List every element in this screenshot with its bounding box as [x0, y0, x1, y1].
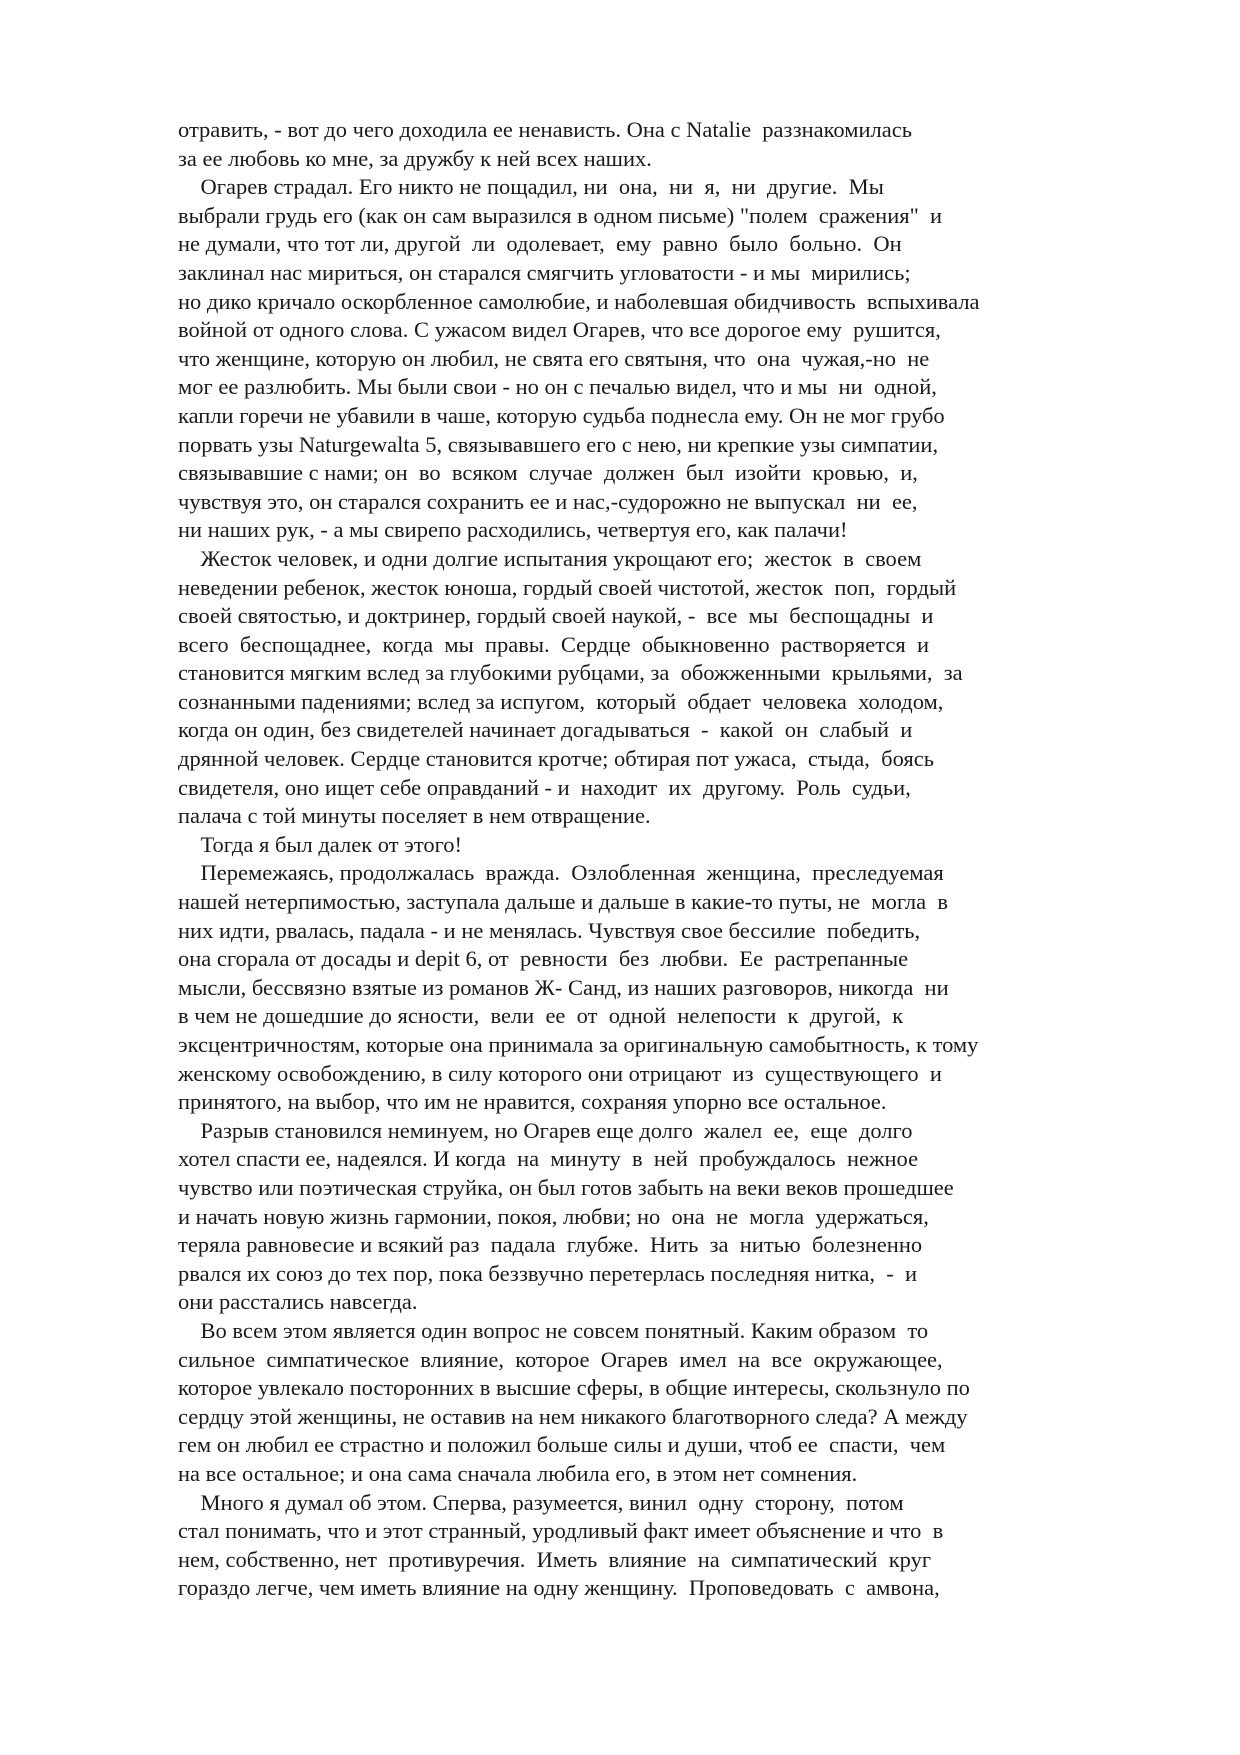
text-line: Тогда я был далек от этого!: [178, 831, 463, 857]
text-line: в чем не дошедшие до ясности, вели ее от одной нелепости к другой, к: [178, 1003, 904, 1029]
text-line: заклинал нас мириться, он старался смягчить угловатости - и мы мирились;: [178, 259, 911, 285]
text-line: и начать новую жизнь гармонии, покоя, любви; но она не могла удержаться,: [178, 1203, 929, 1229]
text-line: рвался их союз до тех пор, пока беззвучно перетерлась последняя нитка, - и: [178, 1260, 918, 1286]
text-line: принятого, на выбор, что им не нравится, сохраняя упорно все остальное.: [178, 1089, 887, 1115]
text-line: сильное симпатическое влияние, которое Огарев имел на все окружающее,: [178, 1346, 943, 1372]
text-line: гораздо легче, чем иметь влияние на одну женщину. Проповедовать с амвона,: [178, 1575, 940, 1601]
text-line: войной от одного слова. С ужасом видел Огарев, что все дорогое ему рушится,: [178, 317, 941, 343]
body-text: [178, 116, 1078, 1603]
text-line: нем, собственно, нет противуречия. Иметь влияние на симпатический круг: [178, 1546, 932, 1572]
text-line: но дико кричало оскорбленное самолюбие, и наболевшая обидчивость вспыхивала: [178, 288, 980, 314]
text-line: чувство или поэтическая струйка, он был готов забыть на веки веков прошедшее: [178, 1174, 954, 1200]
text-line: гем он любил ее страстно и положил больше силы и души, чтоб ее спасти, чем: [178, 1432, 946, 1458]
text-line: стал понимать, что и этот странный, уродливый факт имеет объяснение и что в: [178, 1518, 944, 1544]
text-line: Разрыв становился неминуем, но Огарев еще долго жалел ее, еще долго: [178, 1117, 913, 1143]
text-line: Перемежаясь, продолжалась вражда. Озлобленная женщина, преследуемая: [178, 860, 944, 886]
text-line: хотел спасти ее, надеялся. И когда на минуту в ней пробуждалось нежное: [178, 1146, 919, 1172]
text-line: дрянной человек. Сердце становится кротче; обтирая пот ужаса, стыда, боясь: [178, 746, 935, 772]
text-line: капли горечи не убавили в чаше, которую судьба поднесла ему. Он не мог грубо: [178, 402, 945, 428]
text-line: женскому освобождению, в силу которого они отрицают из существующего и: [178, 1060, 942, 1086]
text-line: что женщине, которую он любил, не свята его святыня, что она чужая,-но не: [178, 345, 930, 371]
text-line: за ее любовь ко мне, за дружбу к ней всех наших.: [178, 145, 652, 171]
text-line: неведении ребенок, жесток юноша, гордый своей чистотой, жесток поп, гордый: [178, 574, 957, 600]
text-line: Огарев страдал. Его никто не пощадил, ни она, ни я, ни другие. Мы: [178, 174, 884, 200]
text-line: Во всем этом является один вопрос не совсем понятный. Каким образом то: [178, 1317, 929, 1343]
text-line: связывавшие с нами; он во всяком случае должен был изойти кровью, и,: [178, 460, 918, 486]
text-line: отравить, - вот до чего доходила ее ненависть. Она с Natalie раззнакомилась: [178, 117, 912, 142]
text-line: они расстались навсегда.: [178, 1289, 418, 1315]
text-line: которое увлекало посторонних в высшие сферы, в общие интересы, скользнуло по: [178, 1375, 970, 1401]
text-line: порвать узы Naturgewalta 5, связывавшего его с нею, ни крепкие узы симпатии,: [178, 431, 939, 457]
text-line: мысли, бессвязно взятые из романов Ж- Санд, из наших разговоров, никогда ни: [178, 974, 949, 1000]
text-line: Жесток человек, и одни долгие испытания укрощают его; жесток в своем: [178, 545, 922, 571]
text-line: не думали, что тот ли, другой ли одолевает, ему равно было больно. Он: [178, 231, 902, 257]
text-line: своей святостью, и доктринер, гордый своей наукой, - все мы беспощадны и: [178, 603, 934, 629]
text-line: них идти, рвалась, падала - и не менялась. Чувствуя свое бессилие победить,: [178, 917, 921, 943]
text-line: палача с той минуты поселяет в нем отвращение.: [178, 803, 651, 829]
text-line: теряла равновесие и всякий раз падала глубже. Нить за нитью болезненно: [178, 1232, 923, 1258]
text-line: чувствуя это, он старался сохранить ее и нас,-судорожно не выпускал ни ее,: [178, 488, 918, 514]
text-line: она сгорала от досады и depit 6, от ревности без любви. Ее растрепанные: [178, 946, 909, 972]
text-line: выбрали грудь его (как он сам выразился в одном письме) "полем сражения" и: [178, 202, 943, 228]
text-line: когда он один, без свидетелей начинает догадываться - какой он слабый и: [178, 717, 913, 743]
text-line: эксцентричностям, которые она принимала за оригинальную самобытность, к тому: [178, 1032, 979, 1057]
text-line: становится мягким вслед за глубокими рубцами, за обожженными крыльями, за: [178, 660, 963, 686]
text-line: свидетеля, оно ищет себе оправданий - и находит их другому. Роль судьи,: [178, 774, 911, 800]
text-line: нашей нетерпимостью, заступала дальше и дальше в какие-то путы, не могла в: [178, 889, 948, 915]
text-line: на все остальное; и она сама сначала любила его, в этом нет сомнения.: [178, 1460, 858, 1486]
text-line: сознанными падениями; вслед за испугом, который обдает человека холодом,: [178, 688, 944, 714]
text-line: сердцу этой женщины, не оставив на нем никакого благотворного следа? А между: [178, 1403, 968, 1429]
text-line: Много я думал об этом. Сперва, разумеется, винил одну сторону, потом: [178, 1489, 904, 1515]
text-line: всего беспощаднее, когда мы правы. Сердце обыкновенно растворяется и: [178, 631, 930, 657]
text-line: мог ее разлюбить. Мы были свои - но он с печалью видел, что и мы ни одной,: [178, 374, 937, 400]
text-line: ни наших рук, - а мы свирепо расходились, четвертуя его, как палачи!: [178, 517, 848, 543]
